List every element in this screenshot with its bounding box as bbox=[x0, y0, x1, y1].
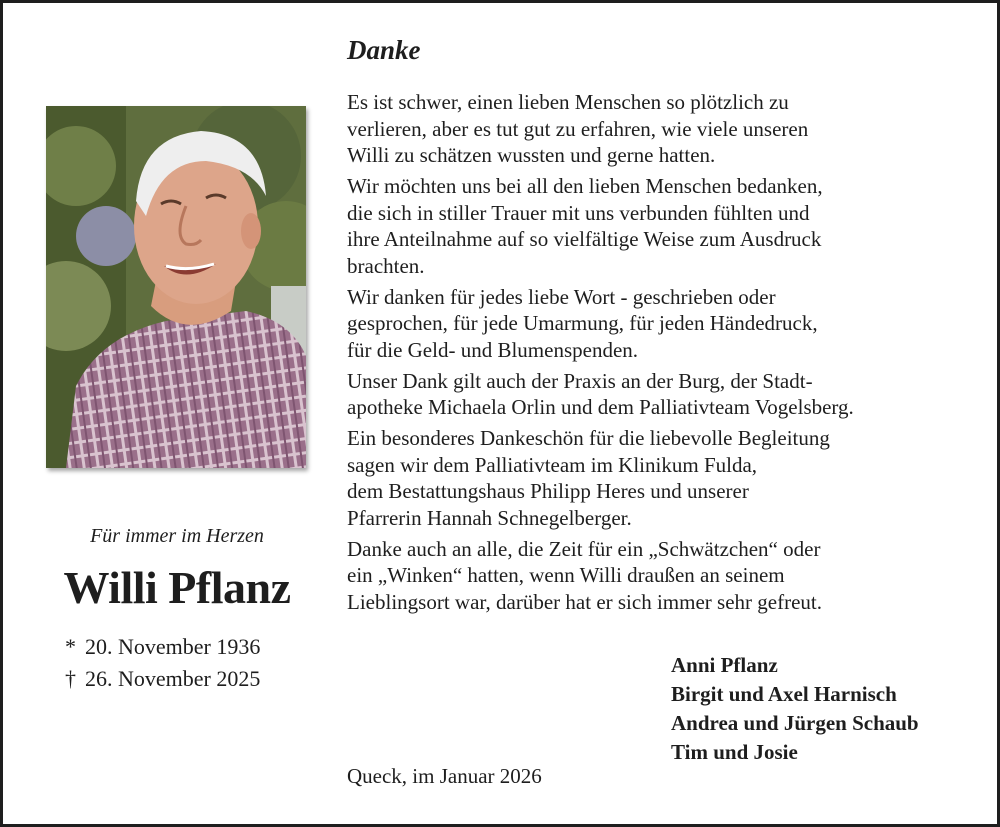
life-dates bbox=[65, 631, 305, 695]
signer: Andrea und Jürgen Schaub bbox=[671, 711, 919, 735]
text-line: gesprochen, für jede Umarmung, für jeden Händedruck, bbox=[347, 311, 818, 335]
text-line: Unser Dank gilt auch der Praxis an der Burg, der Stadt- bbox=[347, 368, 813, 393]
paragraph bbox=[347, 368, 977, 421]
text-line: dem Bestattungshaus Philipp Heres und unserer bbox=[347, 479, 749, 503]
paragraph bbox=[347, 173, 977, 279]
birth-date: 20. November 1936 bbox=[85, 634, 261, 659]
death-date-line bbox=[65, 663, 305, 695]
page-title: Danke bbox=[347, 35, 421, 65]
deceased-name: Willi Pflanz bbox=[63, 562, 291, 613]
text-line: Ein besonderes Dankeschön für die liebevolle Begleitung bbox=[347, 426, 830, 450]
text-line: Wir möchten uns bei all den lieben Menschen bedanken, bbox=[347, 174, 823, 198]
signers-list bbox=[671, 651, 919, 767]
signer: Tim und Josie bbox=[671, 740, 798, 764]
text-line: brachten. bbox=[347, 253, 425, 278]
death-symbol: † bbox=[65, 666, 76, 691]
epitaph: Für immer im Herzen bbox=[90, 525, 264, 547]
thank-you-text bbox=[347, 89, 977, 620]
death-date: 26. November 2025 bbox=[85, 666, 261, 691]
text-line: verlieren, aber es tut gut zu erfahren, wie viele unseren bbox=[347, 116, 809, 141]
text-line: ein „Winken“ hatten, wenn Willi draußen an seinem bbox=[347, 563, 785, 587]
text-line: Es ist schwer, einen lieben Menschen so plötzlich zu bbox=[347, 90, 789, 114]
text-line: Willi zu schätzen wussten und gerne hatten. bbox=[347, 143, 716, 167]
text-line: die sich in stiller Trauer mit uns verbunden fühlten und bbox=[347, 200, 810, 225]
text-line: sagen wir dem Palliativteam im Klinikum Fulda, bbox=[347, 452, 758, 477]
text-line: ihre Anteilnahme auf so vielfältige Weise zum Ausdruck bbox=[347, 227, 822, 251]
portrait-image bbox=[46, 106, 306, 468]
signer: Anni Pflanz bbox=[671, 653, 778, 677]
text-line: für die Geld- und Blumenspenden. bbox=[347, 337, 639, 362]
portrait-photo bbox=[46, 106, 306, 468]
paragraph bbox=[347, 536, 977, 616]
text-line: Danke auch an alle, die Zeit für ein „Schwätzchen“ oder bbox=[347, 536, 821, 561]
text-line: Lieblingsort war, darüber hat er sich immer sehr gefreut. bbox=[347, 589, 822, 614]
text-line: Wir danken für jedes liebe Wort - geschrieben oder bbox=[347, 284, 776, 309]
paragraph bbox=[347, 284, 977, 364]
paragraph bbox=[347, 89, 977, 169]
place-and-date: Queck, im Januar 2026 bbox=[347, 764, 542, 788]
text-line: Pfarrerin Hannah Schnegelberger. bbox=[347, 505, 632, 530]
text-line: apotheke Michaela Orlin und dem Palliativteam Vogelsberg. bbox=[347, 395, 854, 419]
signer: Birgit und Axel Harnisch bbox=[671, 682, 897, 706]
paragraph bbox=[347, 425, 977, 531]
birth-symbol: * bbox=[65, 634, 76, 659]
birth-date-line bbox=[65, 631, 305, 663]
